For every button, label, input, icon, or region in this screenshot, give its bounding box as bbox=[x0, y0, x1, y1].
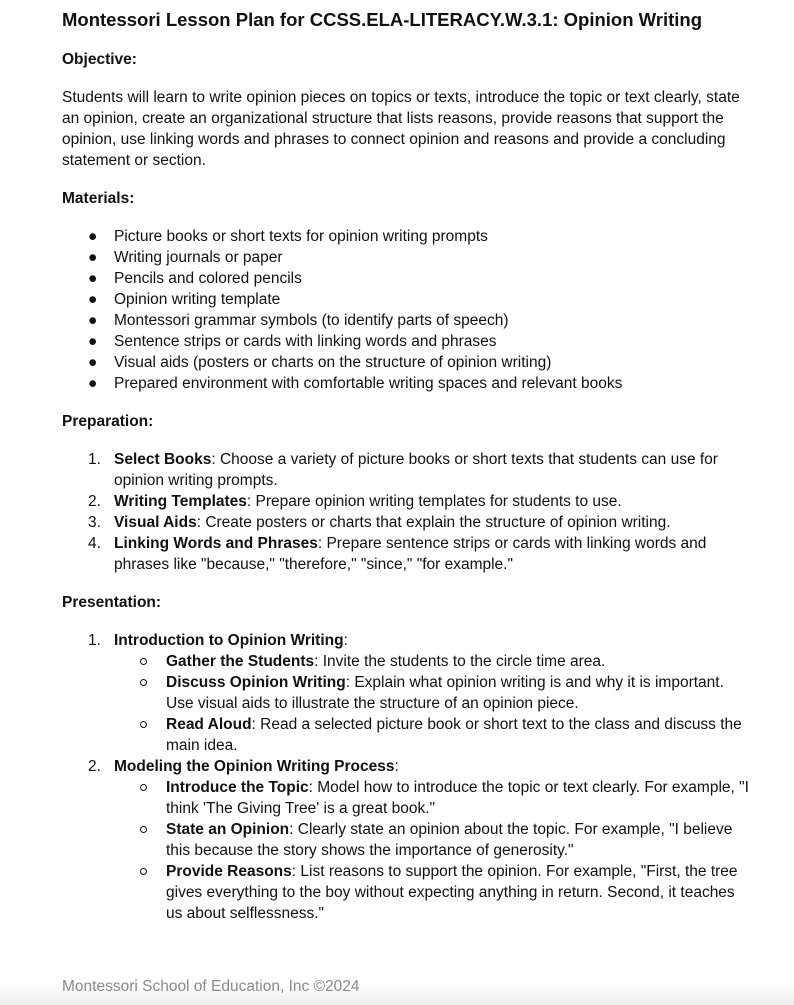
list-item: ● Pencils and colored pencils bbox=[88, 270, 302, 287]
hollow-bullet-icon bbox=[140, 826, 147, 833]
preparation-list bbox=[62, 449, 752, 575]
hollow-bullet-icon bbox=[140, 868, 147, 875]
sub-list-item: State an Opinion: Clearly state an opinion about the topic. For example, "I believe this because the story shows the importance of generosity." bbox=[114, 819, 752, 861]
bullet-icon: ● bbox=[88, 249, 98, 266]
bullet-icon: ● bbox=[88, 228, 98, 245]
list-item: 3. Visual Aids: Create posters or charts that explain the structure of opinion writing. bbox=[88, 514, 671, 531]
list-item: 2. Writing Templates: Prepare opinion writing templates for students to use. bbox=[88, 493, 622, 510]
list-item: ● Picture books or short texts for opinion writing prompts bbox=[88, 228, 488, 245]
bullet-icon: ● bbox=[88, 333, 98, 350]
sub-list bbox=[114, 651, 752, 756]
list-item: ● Writing journals or paper bbox=[88, 249, 283, 266]
list-item: ● Sentence strips or cards with linking words and phrases bbox=[88, 333, 497, 350]
bullet-icon: ● bbox=[88, 354, 98, 371]
list-item: ● Prepared environment with comfortable writing spaces and relevant books bbox=[88, 375, 623, 392]
sub-list-item: Read Aloud: Read a selected picture book or short text to the class and discuss the main idea. bbox=[114, 714, 752, 756]
hollow-bullet-icon bbox=[140, 721, 147, 728]
materials-heading: Materials: bbox=[62, 190, 135, 207]
hollow-bullet-icon bbox=[140, 679, 147, 686]
objective-text: Students will learn to write opinion pieces on topics or texts, introduce the topic or text clearly, state an opinion, create an organizational structure that lists reasons, provide reasons that support the opinion, use linking words and phrases to connect opinion and reasons and provide a concluding statement or section. bbox=[62, 89, 740, 169]
list-item: 1. Introduction to Opinion Writing: Gather the Students: Invite the students to the circle time area. Discuss Opinion Writing: Explain what opinion writing is and why it is important. Use visual aids to illustrate the structure of an opinion piece. Read Aloud: Read a selected picture book or short text to the class and discuss the main idea. bbox=[62, 630, 752, 756]
bullet-icon: ● bbox=[88, 270, 98, 287]
list-item: ● Montessori grammar symbols (to identify parts of speech) bbox=[88, 312, 509, 329]
preparation-heading: Preparation: bbox=[62, 413, 154, 430]
page-title: Montessori Lesson Plan for CCSS.ELA-LITERACY.W.3.1: Opinion Writing bbox=[62, 9, 703, 30]
list-item: 1. Select Books: Choose a variety of picture books or short texts that students can use for opinion writing prompts. bbox=[88, 451, 718, 489]
bullet-icon: ● bbox=[88, 375, 98, 392]
list-item: 4. Linking Words and Phrases: Prepare sentence strips or cards with linking words and phrases like "because," "therefore," "since," "for example." bbox=[88, 535, 707, 573]
footer-copyright: Montessori School of Education, Inc ©2024 bbox=[62, 978, 360, 995]
presentation-heading: Presentation: bbox=[62, 594, 162, 611]
bullet-icon: ● bbox=[88, 312, 98, 329]
presentation-list bbox=[62, 630, 752, 924]
hollow-bullet-icon bbox=[140, 784, 147, 791]
document-page bbox=[62, 8, 752, 941]
sub-list-item: Introduce the Topic: Model how to introduce the topic or text clearly. For example, "I think 'The Giving Tree' is a great book." bbox=[114, 777, 752, 819]
sub-list-item: Provide Reasons: List reasons to support the opinion. For example, "First, the tree gives everything to the boy without expecting anything in return. Second, it teaches us about selflessness." bbox=[114, 861, 752, 924]
materials-list bbox=[62, 226, 752, 394]
bullet-icon: ● bbox=[88, 291, 98, 308]
objective-heading: Objective: bbox=[62, 51, 137, 68]
list-item: ● Visual aids (posters or charts on the structure of opinion writing) bbox=[88, 354, 552, 371]
list-item: 2. Modeling the Opinion Writing Process: Introduce the Topic: Model how to introduce the topic or text clearly. For example, "I think 'The Giving Tree' is a great book." State an Opinion: Clearly state an opinion about the topic. For example, "I believe this because the story shows the importance of generosity." Provide Reasons: List reasons to support the opinion. For example, "First, the tree gives everything to the boy without expecting anything in return. Second, it teaches us about selflessness." bbox=[62, 756, 752, 924]
sub-list bbox=[114, 777, 752, 924]
sub-list-item: Gather the Students: Invite the students to the circle time area. bbox=[114, 651, 752, 672]
sub-list-item: Discuss Opinion Writing: Explain what opinion writing is and why it is important. Use visual aids to illustrate the structure of an opinion piece. bbox=[114, 672, 752, 714]
hollow-bullet-icon bbox=[140, 658, 147, 665]
list-item: ● Opinion writing template bbox=[88, 291, 281, 308]
